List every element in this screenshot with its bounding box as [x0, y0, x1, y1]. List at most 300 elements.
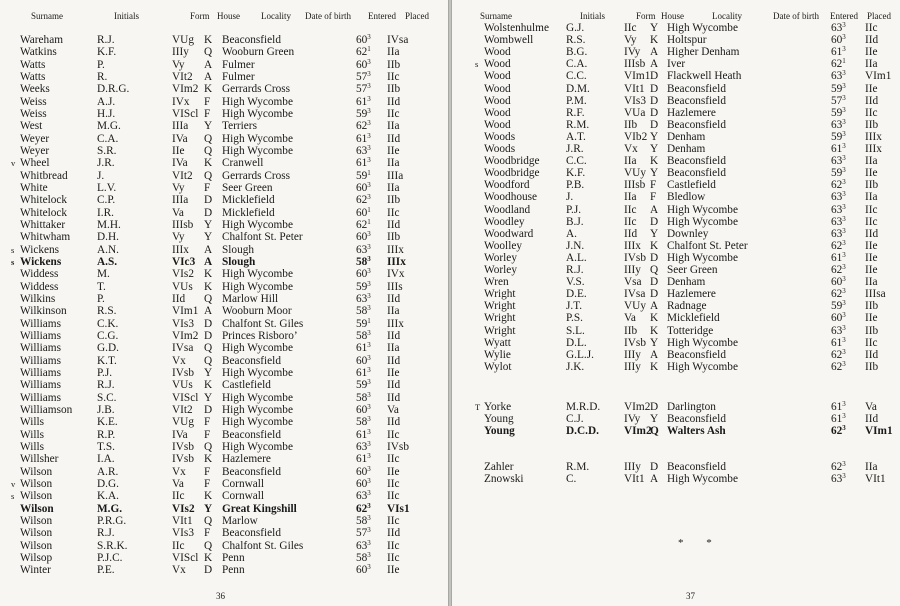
placed-cell: IIe — [865, 46, 878, 59]
surname-cell: Woods — [484, 143, 516, 155]
initials-cell: C. — [566, 473, 577, 486]
surname-cell: Wilson — [20, 527, 53, 540]
surname-cell: Watts — [20, 71, 46, 83]
entered-term: 3 — [367, 538, 371, 547]
entered-cell: $63^3$ — [831, 202, 846, 216]
entered-cell: $61^3$ — [356, 341, 371, 355]
entered-cell: $61^3$ — [831, 250, 846, 264]
placed-cell: IIe — [865, 239, 878, 252]
locality-cell: Holtspur — [667, 34, 707, 47]
house-cell: D — [650, 215, 659, 228]
initials-cell: K.T. — [97, 354, 117, 367]
entered-term: 3 — [842, 178, 846, 187]
locality-cell: Chalfont St. Giles — [222, 317, 304, 330]
form-cell: IId — [624, 227, 638, 240]
initials-cell: D.H. — [97, 231, 119, 244]
surname-cell: Watkins — [20, 46, 57, 59]
initials-cell: S.R.K. — [97, 539, 128, 552]
placed-cell: IIb — [865, 360, 879, 373]
entered-cell: $61^3$ — [831, 142, 846, 155]
locality-cell: Denham — [667, 143, 706, 155]
entered-term: 3 — [367, 57, 371, 66]
surname-cell: Williamson — [20, 403, 73, 416]
entered-term: 3 — [367, 526, 371, 535]
placed-cell: IId — [387, 379, 401, 392]
initials-cell: I.R. — [97, 206, 114, 219]
surname-cell: Weyer — [20, 132, 50, 145]
entered-cell: $63^3$ — [831, 472, 846, 486]
entered-cell: $60^3$ — [356, 476, 371, 490]
surname-cell: Williams — [20, 354, 61, 367]
placed-cell: IIc — [865, 336, 878, 349]
entered-term: 3 — [842, 154, 846, 163]
placed-cell: IId — [387, 95, 401, 108]
house-cell: Q — [204, 539, 213, 552]
initials-cell: P.R.G. — [97, 514, 127, 527]
entered-term: 3 — [367, 70, 371, 78]
table-row — [0, 527, 448, 539]
entered-cell: $60^3$ — [356, 563, 371, 577]
house-cell: F — [204, 108, 211, 120]
house-cell: K — [204, 453, 213, 466]
placed-cell: IIc — [387, 206, 400, 219]
house-cell: F — [650, 191, 657, 204]
entered-cell: $59^3$ — [356, 279, 371, 293]
placed-cell: IIc — [387, 539, 400, 552]
form-cell: IIIa — [172, 194, 189, 207]
entered-term: 3 — [367, 181, 371, 189]
initials-cell: P.J. — [566, 203, 582, 216]
placed-cell: IIa — [387, 305, 400, 318]
placed-cell: IIe — [387, 145, 400, 157]
form-cell: IIIsb — [172, 219, 194, 231]
form-cell: VIm1 — [172, 305, 199, 318]
entered-cell: $62^3$ — [831, 424, 846, 438]
locality-cell: Wooburn Green — [222, 46, 295, 59]
table-row — [452, 46, 900, 58]
placed-cell: VIt1 — [865, 473, 886, 486]
table-row — [452, 119, 900, 131]
locality-cell: High Wycombe — [667, 473, 738, 486]
locality-cell: Denham — [667, 276, 706, 289]
entered-term: 1 — [367, 205, 371, 214]
surname-cell: Woodbridge — [484, 155, 540, 168]
house-cell: K — [204, 268, 213, 281]
header-locality: Locality — [261, 11, 291, 21]
form-cell: VIs3 — [624, 94, 646, 107]
locality-cell: High Wycombe — [667, 215, 738, 228]
locality-cell: High Wycombe — [222, 145, 293, 157]
placed-cell: IIIa — [387, 169, 404, 182]
placed-cell: IIc — [387, 514, 400, 527]
house-cell: D — [204, 403, 213, 416]
entered-term: 3 — [842, 250, 846, 259]
placed-cell: IVx — [387, 268, 405, 281]
initials-cell: R.M. — [566, 461, 590, 474]
entered-cell: $60^3$ — [356, 353, 371, 367]
initials-cell: D.E. — [566, 288, 587, 301]
placed-cell: IIc — [865, 106, 878, 119]
entered-term: 3 — [842, 129, 846, 138]
placed-cell: IId — [387, 132, 401, 145]
table-row — [452, 473, 900, 485]
house-cell: Y — [204, 231, 213, 244]
locality-cell: High Wycombe — [222, 416, 293, 429]
surname-cell: Wilson — [20, 514, 53, 527]
placed-cell: IIb — [387, 194, 401, 207]
surname-cell: Williams — [20, 342, 61, 355]
entered-term: 3 — [842, 238, 846, 247]
entered-term: 3 — [842, 263, 846, 271]
surname-cell: Wood — [484, 46, 511, 59]
form-cell: IId — [172, 292, 186, 305]
initials-cell: D.G. — [97, 477, 119, 490]
surname-cell: Wright — [484, 300, 516, 313]
house-cell: F — [204, 95, 211, 108]
entered-cell: $59^3$ — [831, 299, 846, 313]
surname-cell: Watts — [20, 58, 46, 71]
entered-cell: $63^3$ — [356, 439, 371, 453]
locality-cell: Fulmer — [222, 71, 255, 83]
locality-cell: Cornwall — [222, 490, 265, 503]
locality-cell: Castlefield — [222, 379, 271, 392]
surname-cell: Wolstenhulme — [484, 22, 549, 34]
form-cell: Va — [172, 206, 184, 219]
house-cell: D — [204, 206, 213, 219]
initials-cell: I.A. — [97, 453, 115, 466]
house-cell: Q — [204, 46, 213, 59]
house-cell: Y — [204, 366, 213, 379]
header-initials: Initials — [114, 11, 139, 21]
form-cell: VIb2 — [624, 130, 648, 143]
entered-term: 1 — [367, 218, 371, 226]
entered-term: 3 — [842, 299, 846, 308]
house-cell: Y — [650, 227, 659, 240]
initials-cell: S.L. — [566, 324, 585, 337]
form-cell: IIIsb — [624, 179, 646, 192]
surname-cell: Williams — [20, 379, 61, 392]
surname-cell: Woodhouse — [484, 191, 538, 204]
locality-cell: Penn — [222, 551, 245, 564]
table-row — [452, 264, 900, 276]
placed-cell: IIIx — [387, 243, 404, 256]
placed-cell: IIe — [387, 366, 400, 379]
entered-cell: $60^3$ — [831, 311, 846, 325]
locality-cell: Iver — [667, 58, 686, 71]
surname-cell: Whitwham — [20, 231, 71, 244]
entered-term: 3 — [367, 230, 371, 239]
placed-cell: IIa — [865, 191, 878, 204]
surname-cell: Widdess — [20, 280, 59, 293]
entered-cell: $60^3$ — [356, 267, 371, 281]
surname-cell: Whitelock — [20, 194, 68, 207]
entered-cell: $61^3$ — [356, 427, 371, 441]
entered-cell: $60^3$ — [356, 181, 371, 194]
locality-cell: Beaconsfield — [667, 461, 726, 474]
placed-cell: IIb — [865, 118, 879, 131]
house-cell: D — [650, 400, 659, 413]
placed-cell: IIb — [387, 58, 401, 71]
locality-cell: High Wycombe — [222, 403, 293, 416]
initials-cell: R.M. — [566, 118, 590, 131]
initials-cell: A.R. — [97, 465, 119, 478]
form-cell: Vx — [172, 354, 186, 367]
locality-cell: Beaconsfield — [667, 155, 726, 168]
placed-cell: IId — [387, 416, 401, 429]
locality-cell: Radnage — [667, 300, 707, 313]
form-cell: IVsb — [172, 440, 194, 453]
initials-cell: C.C. — [566, 70, 587, 83]
header-form: Form — [190, 11, 210, 21]
locality-cell: High Wycombe — [667, 360, 738, 373]
form-cell: VIt1 — [624, 473, 645, 486]
surname-cell: Wylie — [484, 348, 511, 361]
entered-cell: $60^3$ — [356, 57, 371, 71]
surname-cell: Woods — [484, 130, 516, 143]
initials-cell: H.J. — [97, 108, 116, 120]
table-row — [452, 131, 900, 143]
house-cell: D — [650, 288, 659, 301]
initials-cell: D.R.G. — [97, 83, 130, 96]
placed-cell: IId — [387, 292, 401, 305]
house-cell: Q — [204, 354, 213, 367]
house-cell: Y — [204, 120, 213, 133]
form-cell: VIScl — [172, 108, 199, 120]
right-page — [452, 0, 900, 606]
form-cell: IIb — [624, 324, 638, 337]
form-cell: VUy — [624, 300, 646, 313]
entered-cell: $58^3$ — [356, 328, 371, 342]
entered-term: 3 — [842, 412, 846, 420]
placed-cell: IIc — [387, 108, 400, 120]
entered-cell: $62^3$ — [831, 287, 846, 301]
table-row — [0, 478, 448, 490]
surname-cell: Weiss — [20, 95, 47, 108]
row-mark: T — [475, 401, 481, 412]
entered-term: 3 — [842, 202, 846, 211]
surname-cell: Woodward — [484, 227, 534, 240]
house-cell: F — [204, 465, 211, 478]
initials-cell: J. — [566, 191, 574, 204]
form-cell: IIc — [172, 539, 185, 552]
initials-cell: M.R.D. — [566, 400, 601, 413]
initials-cell: G.D. — [97, 342, 119, 355]
initials-cell: T. — [97, 280, 106, 293]
locality-cell: Gerrards Cross — [222, 83, 291, 96]
entered-term: 3 — [367, 328, 371, 337]
surname-cell: Wilson — [20, 490, 53, 503]
header-surname: Surname — [31, 11, 63, 21]
table-row — [0, 231, 448, 243]
header-house: House — [661, 11, 684, 21]
house-cell: A — [650, 300, 659, 313]
entered-term: 3 — [842, 81, 846, 90]
placed-cell: IIc — [387, 428, 400, 441]
initials-cell: J.B. — [97, 403, 115, 416]
placed-cell: IIb — [865, 179, 879, 192]
table-row — [452, 228, 900, 240]
table-row — [0, 268, 448, 280]
placed-cell: IIa — [387, 120, 400, 133]
locality-cell: High Wycombe — [222, 108, 293, 120]
form-cell: IVsb — [624, 251, 646, 264]
initials-cell: S.C. — [97, 391, 117, 404]
form-cell: VIm2 — [624, 425, 652, 438]
initials-cell: R.J. — [566, 264, 584, 276]
entered-term: 3 — [367, 415, 371, 424]
table-row — [0, 330, 448, 342]
entered-term: 3 — [842, 21, 846, 29]
initials-cell: D.L. — [566, 336, 587, 349]
house-cell: Q — [650, 264, 659, 276]
house-cell: A — [650, 473, 659, 486]
table-row — [0, 244, 448, 256]
locality-cell: Beaconsfield — [667, 167, 726, 180]
form-cell: VIs3 — [172, 527, 194, 540]
form-cell: IIc — [624, 22, 637, 34]
entered-term: 3 — [842, 311, 846, 320]
entered-term: 3 — [367, 242, 371, 251]
entered-term: 3 — [842, 105, 846, 114]
entered-cell: $60^3$ — [356, 230, 371, 244]
locality-cell: Seer Green — [667, 264, 718, 276]
house-cell: K — [204, 157, 213, 170]
surname-cell: Wilkinson — [20, 305, 67, 318]
house-cell: D — [204, 329, 213, 342]
form-cell: IIIy — [172, 46, 189, 59]
surname-cell: Wilson — [20, 539, 53, 552]
initials-cell: V.S. — [566, 276, 585, 289]
entered-cell: $61^3$ — [831, 399, 846, 413]
surname-cell: Wood — [484, 58, 511, 71]
initials-cell: S.R. — [97, 145, 117, 157]
locality-cell: Hazlemere — [667, 106, 716, 119]
entered-cell: $61^3$ — [831, 412, 846, 425]
placed-cell: IIb — [387, 83, 401, 96]
initials-cell: C.P. — [97, 194, 116, 207]
initials-cell: P.M. — [566, 94, 587, 107]
table-row — [452, 95, 900, 107]
house-cell: D — [204, 194, 213, 207]
surname-cell: Wilson — [20, 465, 53, 478]
locality-cell: Walters Ash — [667, 425, 726, 438]
table-row — [452, 70, 900, 82]
form-cell: VUs — [172, 379, 193, 392]
entered-term: 3 — [367, 550, 371, 559]
row-mark: s — [11, 244, 15, 255]
placed-cell: IIc — [387, 490, 400, 503]
entered-term: 3 — [842, 226, 846, 235]
initials-cell: J.K. — [566, 360, 585, 373]
initials-cell: G.L.J. — [566, 348, 594, 361]
house-cell: Y — [650, 143, 659, 155]
entered-term: 1 — [367, 45, 371, 54]
form-cell: Vx — [172, 465, 186, 478]
entered-term: 3 — [842, 142, 846, 150]
surname-cell: Whitbread — [20, 169, 68, 182]
house-cell: A — [650, 348, 659, 361]
entered-term: 3 — [367, 427, 371, 436]
placed-cell: IIIx — [387, 317, 404, 330]
table-row — [0, 182, 448, 194]
entered-term: 3 — [367, 304, 371, 313]
entered-cell: $57^3$ — [356, 82, 371, 96]
house-cell: Y — [650, 22, 659, 34]
house-cell: K — [204, 280, 213, 293]
surname-cell: Wright — [484, 288, 516, 301]
initials-cell: A.J. — [97, 95, 116, 108]
house-cell: A — [650, 58, 659, 71]
form-cell: Vx — [624, 143, 638, 155]
initials-cell: K.A. — [97, 490, 119, 503]
entered-cell: $59^3$ — [356, 378, 371, 392]
table-row — [0, 564, 448, 576]
entered-term: 3 — [367, 353, 371, 362]
entered-term: 3 — [842, 399, 846, 408]
placed-cell: IIIs — [387, 280, 403, 293]
form-cell: VIt2 — [172, 71, 193, 83]
initials-cell: D.M. — [566, 82, 590, 95]
form-cell: VUa — [624, 106, 646, 119]
locality-cell: Slough — [222, 255, 256, 268]
row-mark: v — [11, 478, 16, 489]
table-row — [452, 337, 900, 349]
initials-cell: P. — [97, 58, 105, 71]
locality-cell: Hazlemere — [222, 453, 271, 466]
table-row — [0, 133, 448, 145]
placed-cell: IIc — [387, 453, 400, 466]
entered-term: 3 — [367, 563, 371, 572]
initials-cell: B.G. — [566, 46, 588, 59]
table-row — [452, 204, 900, 216]
page-number: 37 — [686, 591, 695, 601]
initials-cell: R.P. — [97, 428, 116, 441]
table-row — [452, 361, 900, 373]
form-cell: IIIa — [172, 120, 189, 133]
entered-cell: $61^3$ — [356, 131, 371, 145]
table-row — [452, 413, 900, 425]
locality-cell: High Wycombe — [222, 268, 293, 281]
house-cell: Y — [204, 219, 213, 231]
entered-cell: $63^3$ — [831, 21, 846, 34]
entered-term: 3 — [367, 291, 371, 300]
initials-cell: C.C. — [566, 155, 587, 168]
table-row — [0, 441, 448, 453]
form-cell: IIb — [624, 118, 638, 131]
form-cell: IIIsb — [624, 58, 646, 71]
locality-cell: Cranwell — [222, 157, 264, 170]
entered-term: 3 — [367, 452, 371, 461]
locality-cell: Beaconsfield — [667, 118, 726, 131]
initials-cell: D.C.D. — [566, 425, 599, 438]
entered-term: 3 — [367, 513, 371, 522]
placed-cell: VIm1 — [865, 70, 892, 83]
entered-cell: $59^1$ — [356, 168, 371, 182]
entered-cell: $62^3$ — [356, 119, 371, 133]
table-row — [452, 83, 900, 95]
locality-cell: Micklefield — [222, 194, 275, 207]
table-row — [452, 143, 900, 155]
table-row — [452, 58, 900, 70]
initials-cell: P.J.C. — [97, 551, 123, 564]
entered-term: 3 — [842, 45, 846, 54]
form-cell: Vy — [172, 182, 185, 194]
placed-cell: IId — [387, 391, 401, 404]
form-cell: VIt1 — [172, 514, 193, 527]
placed-cell: IIe — [387, 564, 400, 577]
surname-cell: Wills — [20, 440, 45, 453]
table-row — [0, 453, 448, 465]
